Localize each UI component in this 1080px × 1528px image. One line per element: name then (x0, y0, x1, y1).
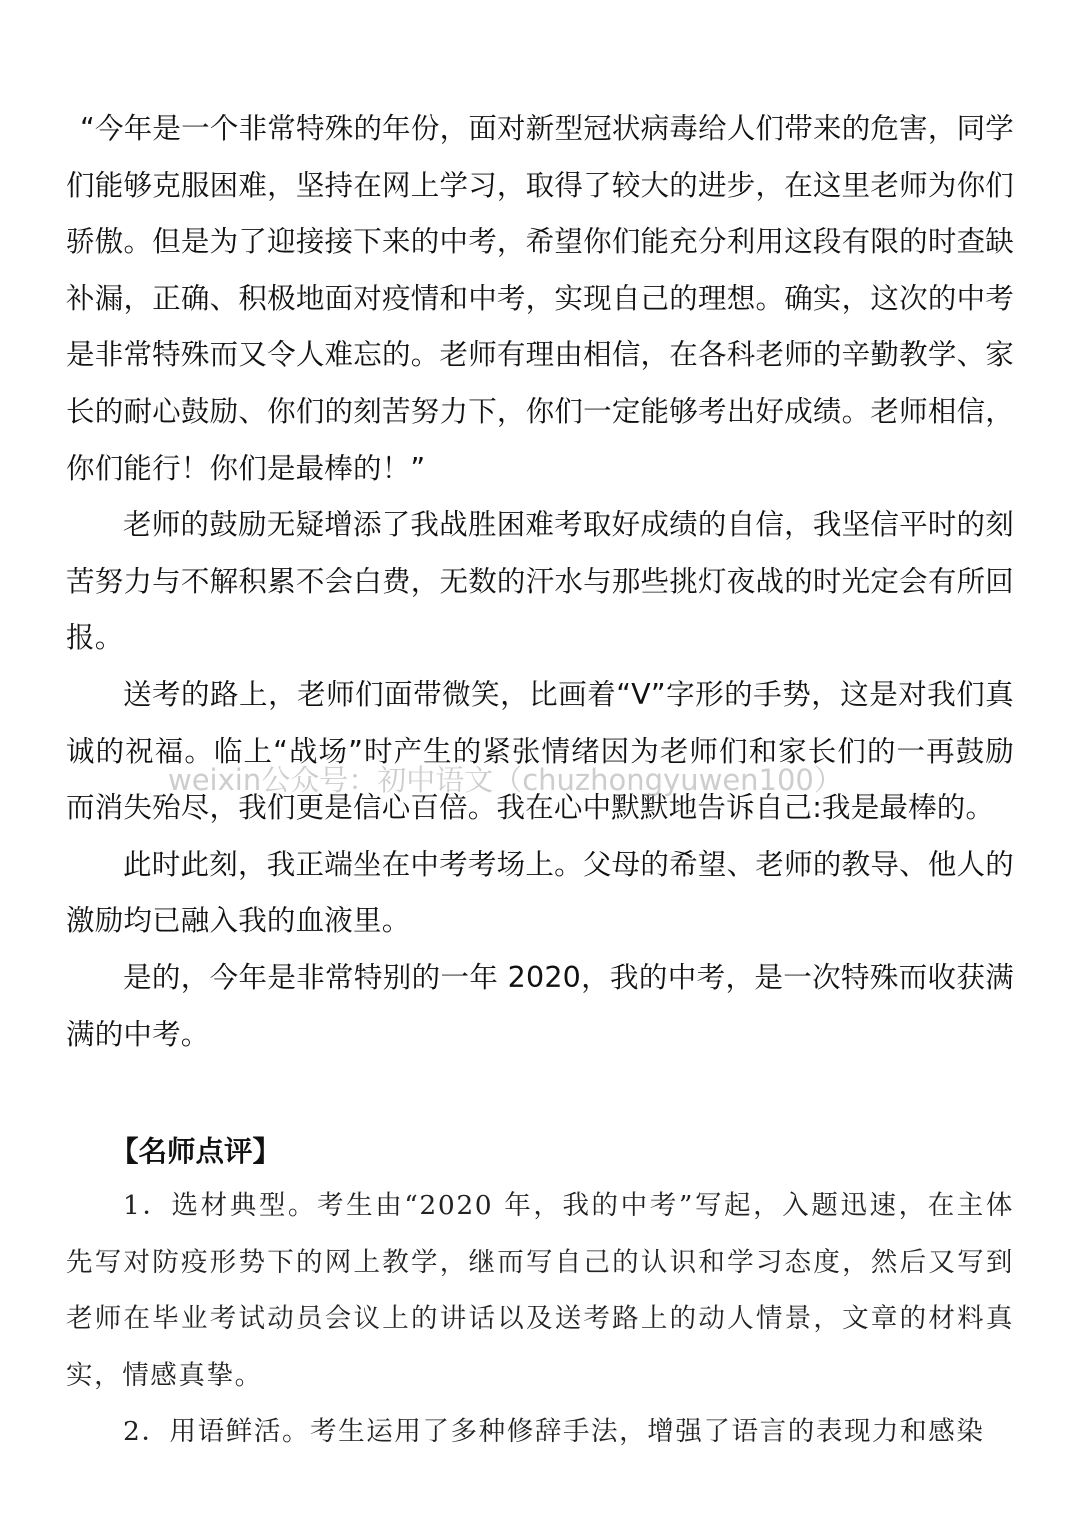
essay-body (66, 101, 1014, 1063)
essay-paragraph-4: 此时此刻，我正端坐在中考考场上。父母的希望、老师的教导、他人的激励均已融入我的血液里。 (66, 847, 1014, 938)
essay-paragraph-3: 送考的路上，老师们面带微笑，比画着“V”字形的手势，这是对我们真诚的祝福。临上“战场”时产生的紧张情绪因为老师们和家长们的一再鼓励而消失殆尽，我们更是信心百倍。我在心中默默地告诉自己:我是最棒的。 (66, 677, 1014, 825)
essay-paragraph-2: 老师的鼓励无疑增添了我战胜困难考取好成绩的自信，我坚信平时的刻苦努力与不解积累不会白费，无数的汗水与那些挑灯夜战的时光定会有所回报。 (66, 508, 1014, 655)
watermark: weixin公众号：初中语文（chuzhongyuwen100） (168, 763, 843, 797)
essay-paragraph-1: “今年是一个非常特殊的年份，面对新型冠状病毒给人们带来的危害，同学们能够克服困难，坚持在网上学习，取得了较大的进步，在这里老师为你们骄傲。但是为了迎接接下来的中考，希望你们能充分利用这段有限的时查缺补漏，正确、积极地面对疫情和中考，实现自己的理想。确实，这次的中考是非常特殊而又令人难忘的。老师有理由相信，在各科老师的辛勤教学、家长的耐心鼓励、你们的刻苦努力下，你们一定能够考出好成绩。老师相信，你们能行！你们是最棒的！” (66, 112, 1014, 485)
essay-paragraph-5: 是的，今年是非常特别的一年 2020，我的中考，是一次特殊而收获满满的中考。 (66, 960, 1014, 1051)
review-item-1: 1．选材典型。考生由“2020 年，我的中考”写起，入题迅速，在主体先写对防疫形势下的网上教学，继而写自己的认识和学习态度，然后又写到老师在毕业考试动员会议上的讲话以及送考路上的动人情景，文章的材料真实，情感真挚。 (66, 1190, 1014, 1391)
review-heading: 【名师点评】 (110, 1135, 282, 1168)
review-body (66, 1178, 1014, 1461)
review-item-2: 2．用语鲜活。考生运用了多种修辞手法，增强了语言的表现力和感染 (123, 1416, 985, 1448)
